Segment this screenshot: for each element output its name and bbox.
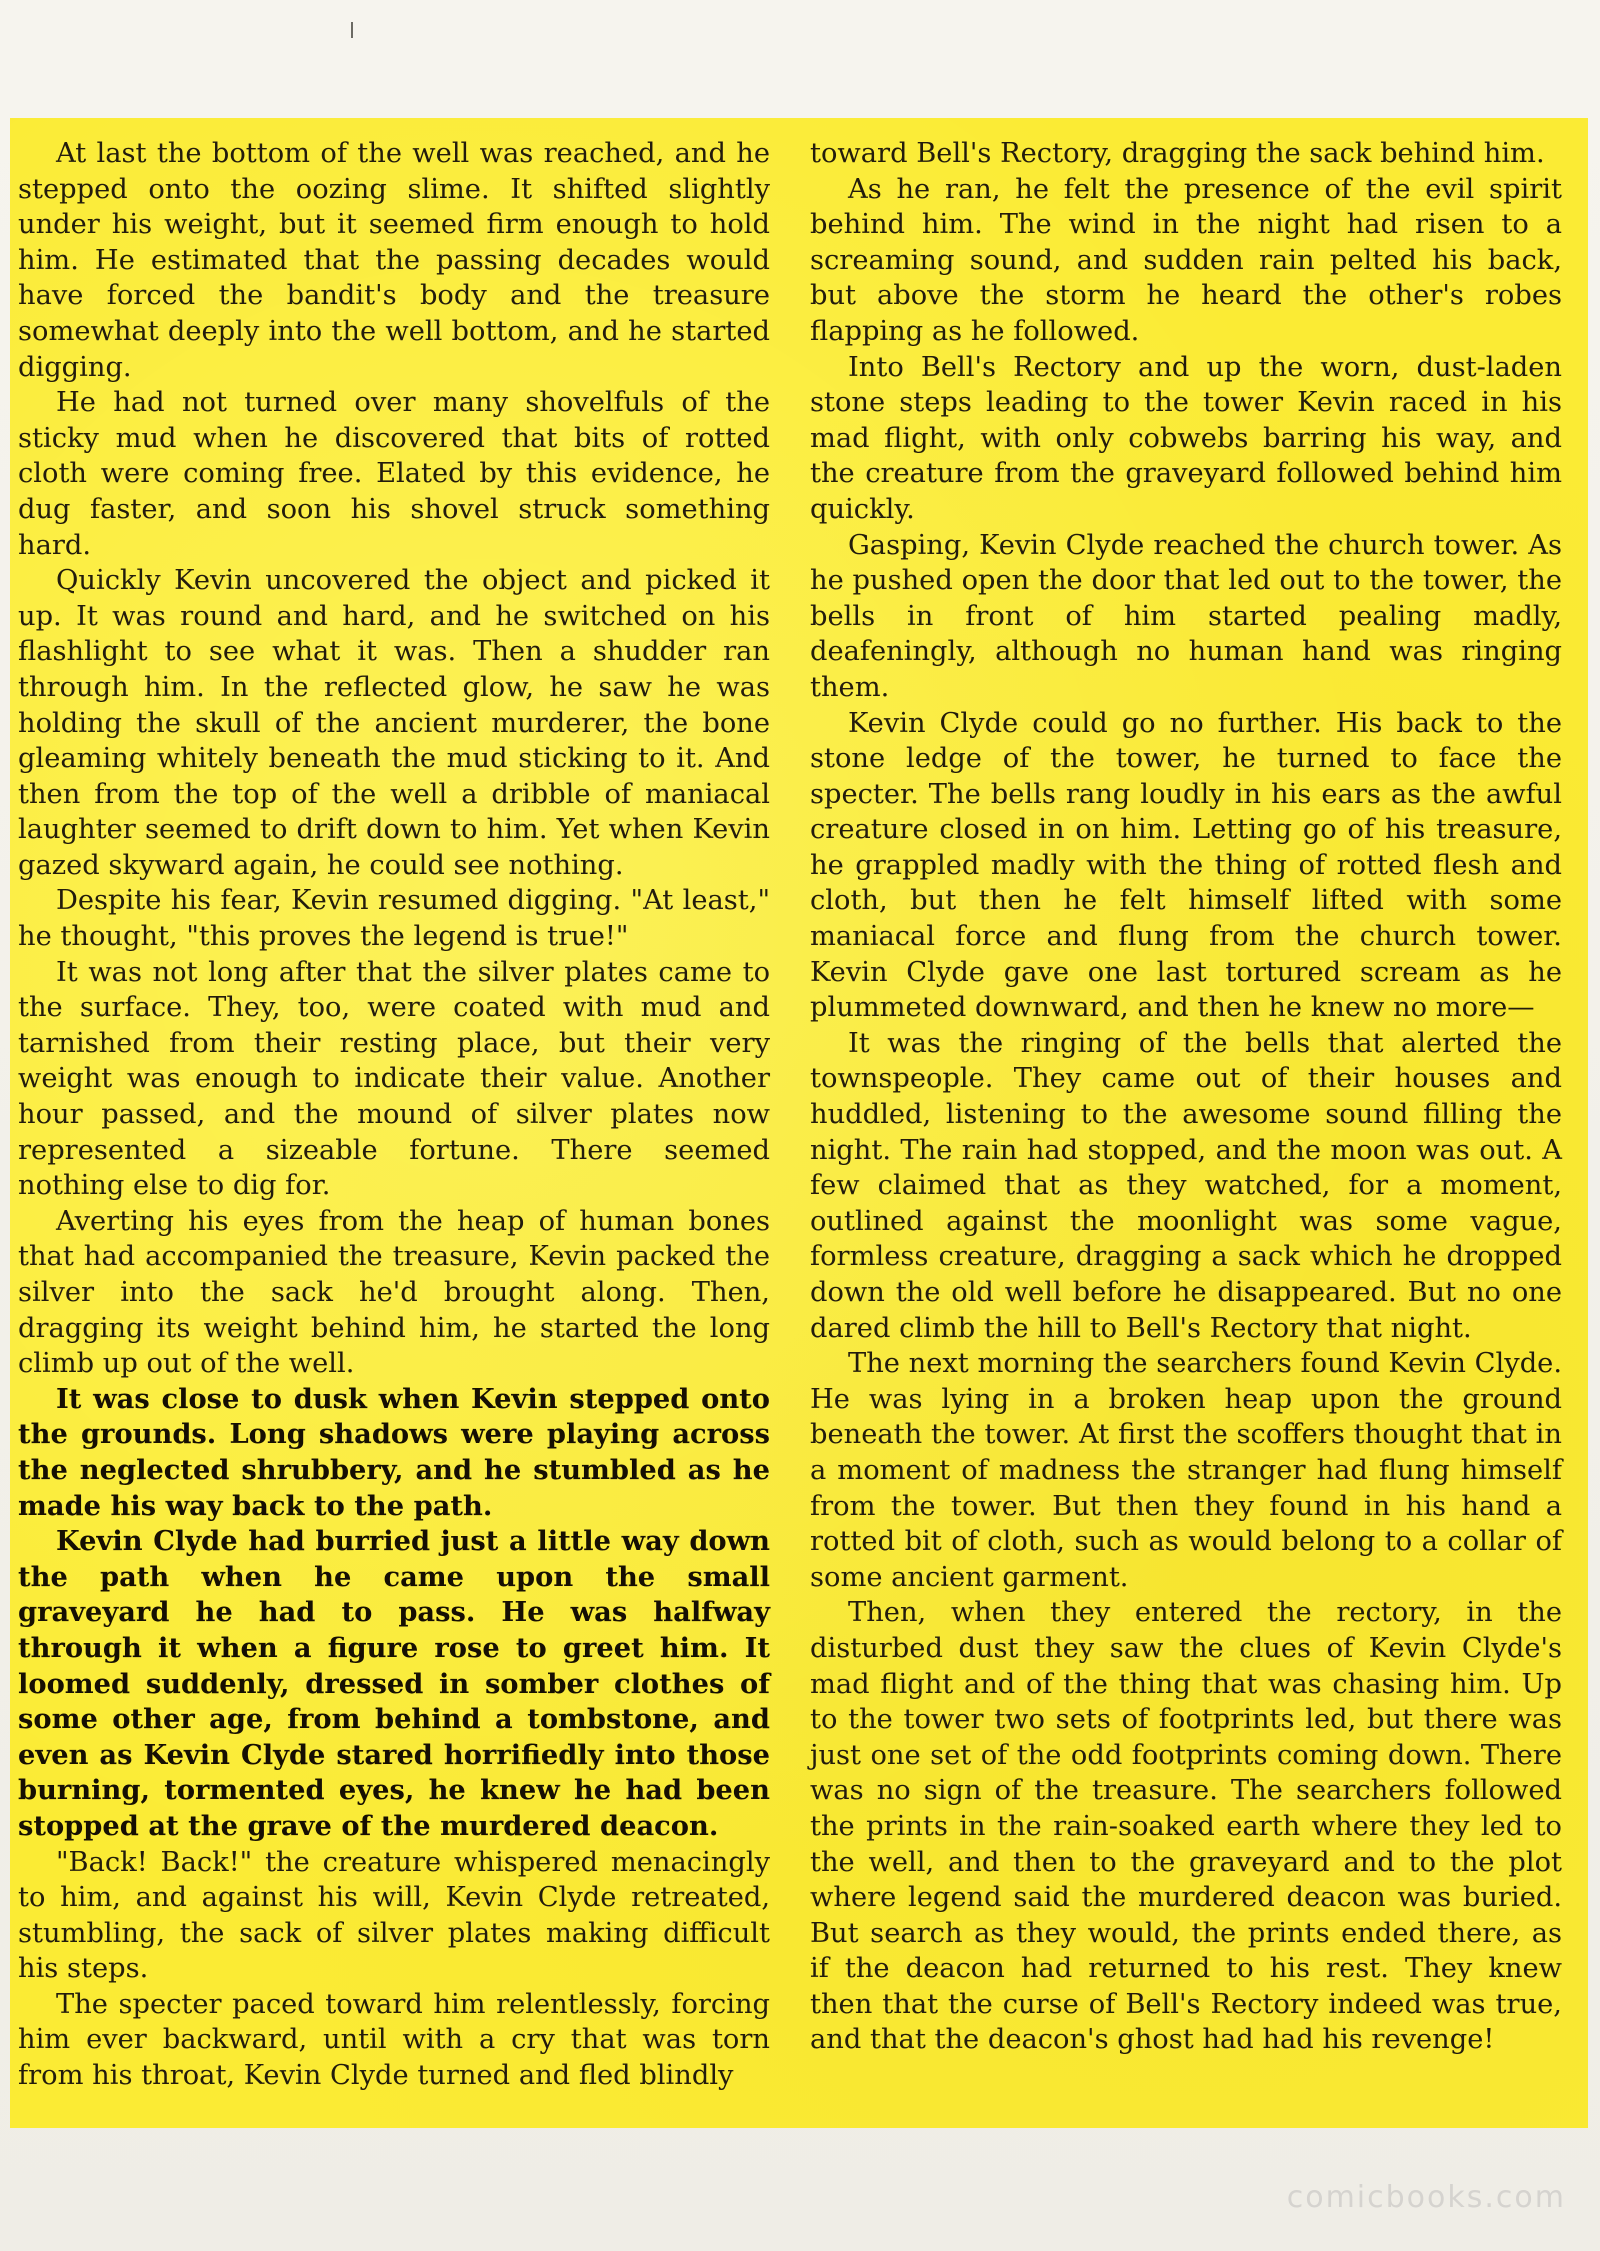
paragraph: The specter paced toward him relentlessly, forcing him ever backward, until with a cry that was torn from his throat, Kevin Clyde turned and fled blindly	[18, 1988, 770, 2092]
paragraph: The next morning the searchers found Kevin Clyde. He was lying in a broken heap upon the ground beneath the tower. At first the scoffers thought that in a moment of madness the stranger had flung himself from the tower. But then they found in his hand a rotted bit of cloth, such as would belong to a collar of some ancient garment.	[810, 1348, 1562, 1593]
paragraph: At last the bottom of the well was reached, and he stepped onto the oozing slime. It shifted slightly under his weight, but it seemed firm enough to hold him. He estimated that the passing decades would have forced the bandit's body and the treasure somewhat deeply into the well bottom, and he started digging.	[18, 138, 770, 383]
left-column	[18, 136, 770, 2094]
paragraph: Despite his fear, Kevin resumed digging. "At least," he thought, "this proves the legend is true!"	[18, 885, 770, 953]
right-column	[810, 136, 1562, 2058]
paragraph: Quickly Kevin uncovered the object and picked it up. It was round and hard, and he switched on his flashlight to see what it was. Then a shudder ran through him. In the reflected glow, he saw he was holding the skull of the ancient murderer, the bone gleaming whitely beneath the mud sticking to it. And then from the top of the well a dribble of maniacal laughter seemed to drift down to him. Yet when Kevin gazed skyward again, he could see nothing.	[18, 565, 770, 881]
story-page	[10, 118, 1588, 2128]
paragraph: It was close to dusk when Kevin stepped onto the grounds. Long shadows were playing across the neglected shrubbery, and he stumbled as he made his way back to the path.	[18, 1382, 770, 1522]
margin-mark	[351, 22, 353, 38]
paragraph: Kevin Clyde could go no further. His back to the stone ledge of the tower, he turned to face the specter. The bells rang loudly in his ears as the awful creature closed in on him. Letting go of his treasure, he grappled madly with the thing of rotted flesh and cloth, but then he felt himself lifted with some maniacal force and flung from the church tower. Kevin Clyde gave one last tortured scream as he plummeted downward, and then he knew no more—	[810, 707, 1562, 1024]
paragraph: As he ran, he felt the presence of the evil spirit behind him. The wind in the night had risen to a screaming sound, and sudden rain pelted his back, but above the storm he heard the other's robes flapping as he followed.	[810, 173, 1562, 347]
paragraph: Averting his eyes from the heap of human bones that had accompanied the treasure, Kevin packed the silver into the sack he'd brought along. Then, dragging its weight behind him, he started the long climb up out of the well.	[18, 1205, 770, 1380]
paragraph: Then, when they entered the rectory, in the disturbed dust they saw the clues of Kevin Clyde's mad flight and of the thing that was chasing him. Up to the tower two sets of footprints led, but there was just one set of the odd footprints coming down. There was no sign of the treasure. The searchers followed the prints in the rain-soaked earth where they led to the well, and then to the graveyard and to the plot where legend said the murdered deacon was buried. But search as they would, the prints ended there, as if the deacon had returned to his rest. They knew then that the curse of Bell's Rectory indeed was true, and that the deacon's ghost had had his revenge!	[810, 1597, 1562, 2056]
paragraph: toward Bell's Rectory, dragging the sack behind him.	[810, 138, 1545, 169]
paragraph: "Back! Back!" the creature whispered menacingly to him, and against his will, Kevin Clyde retreated, stumbling, the sack of silver plates making difficult his steps.	[18, 1846, 770, 1985]
paragraph: Kevin Clyde had burried just a little way down the path when he came upon the small graveyard he had to pass. He was halfway through it when a figure rose to greet him. It loomed suddenly, dressed in somber clothes of some other age, from behind a tombstone, and even as Kevin Clyde stared horrifiedly into those burning, tormented eyes, he knew he had been stopped at the grave of the murdered deacon.	[18, 1525, 770, 1842]
paragraph: Gasping, Kevin Clyde reached the church tower. As he pushed open the door that led out to the tower, the bells in front of him started pealing madly, deafeningly, although no human hand was ringing them.	[810, 529, 1562, 703]
paragraph: He had not turned over many shovelfuls of the sticky mud when he discovered that bits of rotted cloth were coming free. Elated by this evidence, he dug faster, and soon his shovel struck something hard.	[18, 387, 770, 561]
paragraph: It was not long after that the silver plates came to the surface. They, too, were coated with mud and tarnished from their resting place, but their very weight was enough to indicate their value. Another hour passed, and the mound of silver plates now represented a sizeable fortune. There seemed nothing else to dig for.	[18, 956, 770, 1202]
site-watermark: comicbooks.com	[1286, 2180, 1566, 2215]
paragraph: Into Bell's Rectory and up the worn, dust-laden stone steps leading to the tower Kevin raced in his mad flight, with only cobwebs barring his way, and the creature from the graveyard followed behind him quickly.	[810, 351, 1562, 525]
paragraph: It was the ringing of the bells that alerted the townspeople. They came out of their houses and huddled, listening to the awesome sound filling the night. The rain had stopped, and the moon was out. A few claimed that as they watched, for a moment, outlined against the moonlight was some vague, formless creature, dragging a sack which he dropped down the old well before he disappeared. But no one dared climb the hill to Bell's Rectory that night.	[810, 1027, 1562, 1344]
